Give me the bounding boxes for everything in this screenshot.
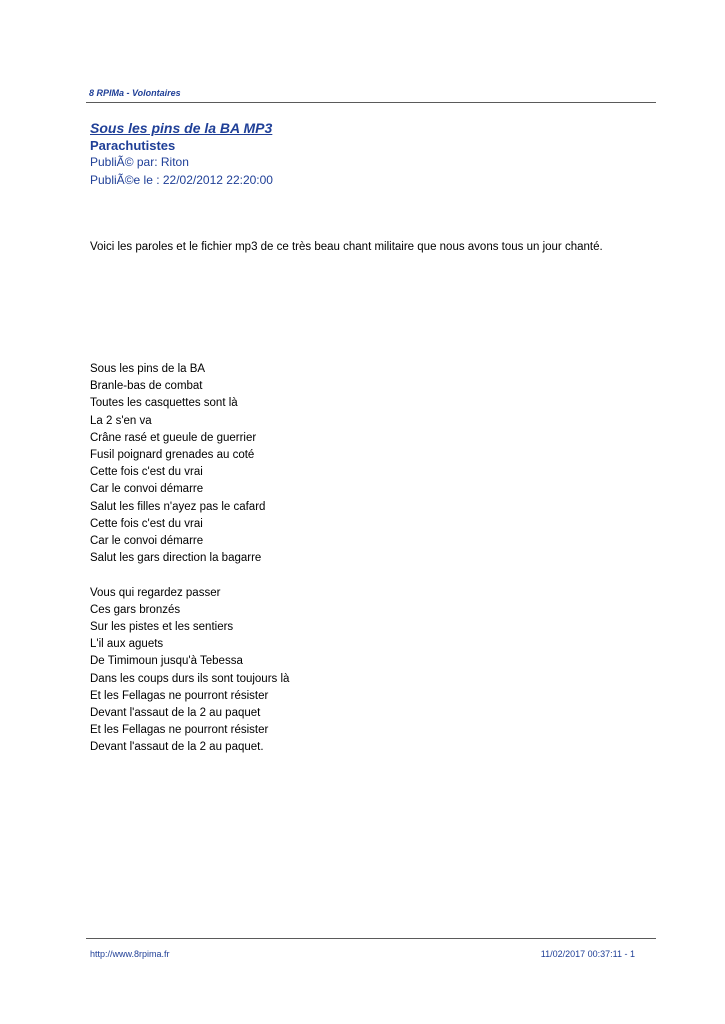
article-category: Parachutistes <box>90 138 176 153</box>
lyric-line: L'il aux aguets <box>90 638 164 651</box>
lyric-line: Et les Fellagas ne pourront résister <box>90 689 269 702</box>
lyric-line: La 2 s'en va <box>90 414 152 427</box>
lyric-line: Salut les filles n'ayez pas le cafard <box>90 500 266 513</box>
lyric-line: Car le convoi démarre <box>90 535 204 548</box>
article-author: PubliÃ© par: Riton <box>90 155 189 169</box>
lyric-line: Cette fois c'est du vrai <box>90 517 203 530</box>
lyric-line: Fusil poignard grenades au coté <box>90 449 255 462</box>
lyric-line: Vous qui regardez passer <box>90 586 221 599</box>
lyric-line: Crâne rasé et gueule de guerrier <box>90 431 257 444</box>
lyric-line: Ces gars bronzés <box>90 603 181 616</box>
footer-divider <box>86 938 656 939</box>
lyric-line: Dans les coups durs ils sont toujours là <box>90 672 290 685</box>
footer-timestamp-page: 11/02/2017 00:37:11 - 1 <box>540 949 635 959</box>
lyric-line: Sous les pins de la BA <box>90 363 206 375</box>
lyric-line: Branle-bas de combat <box>90 380 203 393</box>
lyric-line: Salut les gars direction la bagarre <box>90 552 262 565</box>
article-date: PubliÃ©e le : 22/02/2012 22:20:00 <box>90 173 273 187</box>
lyrics-body <box>90 361 289 774</box>
article-title-link[interactable]: Sous les pins de la BA MP3 <box>90 120 273 136</box>
footer-url-link[interactable]: http://www.8rpima.fr <box>90 949 170 959</box>
lyric-line: Sur les pistes et les sentiers <box>90 621 234 634</box>
lyric-line: Cette fois c'est du vrai <box>90 466 203 479</box>
stanza-2 <box>90 585 289 757</box>
site-header-title: 8 RPIMa - Volontaires <box>89 88 181 98</box>
stanza-1 <box>90 361 289 567</box>
article-intro: Voici les paroles et le fichier mp3 de ce très beau chant militaire que nous avons tous un jour chanté. <box>90 241 603 253</box>
lyric-line: Devant l'assaut de la 2 au paquet. <box>90 741 264 754</box>
lyric-line: Et les Fellagas ne pourront résister <box>90 724 269 737</box>
lyric-line: Toutes les casquettes sont là <box>90 397 238 410</box>
header-divider <box>86 102 656 103</box>
lyric-line: Devant l'assaut de la 2 au paquet <box>90 707 261 720</box>
lyric-line: De Timimoun jusqu'à Tebessa <box>90 655 243 668</box>
lyric-line: Car le convoi démarre <box>90 483 204 496</box>
